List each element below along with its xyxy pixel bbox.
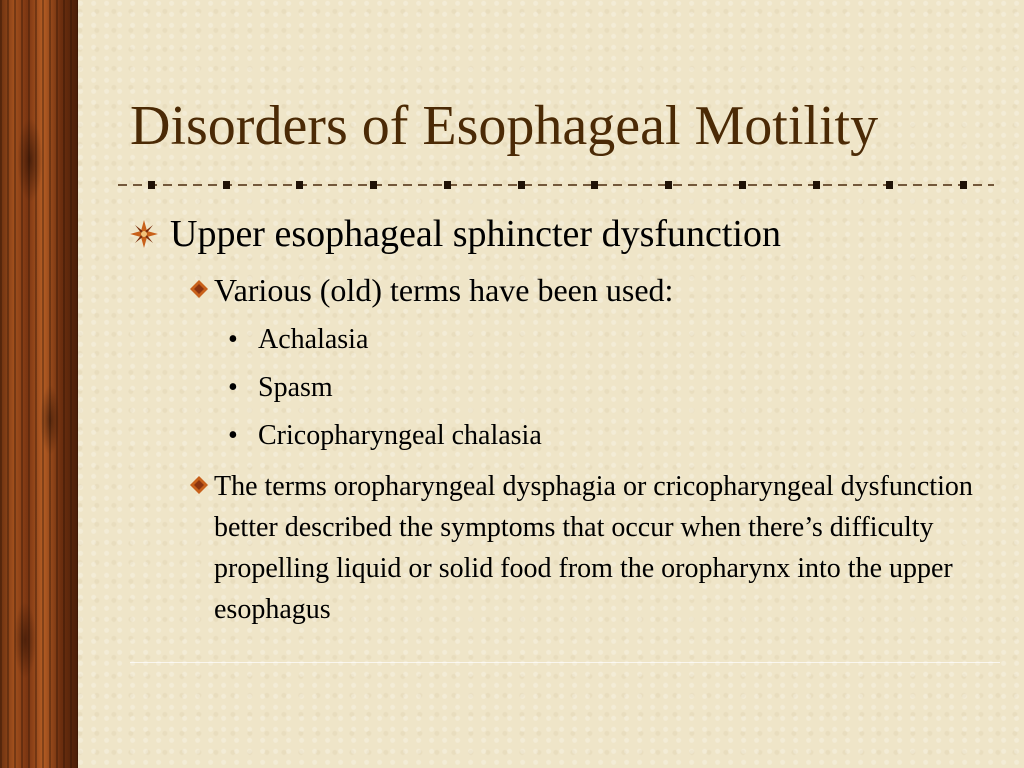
bullet-level2-second bbox=[190, 466, 1000, 630]
list-item: • Spasm bbox=[228, 372, 333, 403]
bullet-level2-first bbox=[190, 270, 1000, 310]
list-item-text: Spasm bbox=[258, 372, 333, 403]
bullet-level2-second-text: The terms oropharyngeal dysphagia or cricopharyngeal dysfunction better described the symptoms that occur when there’s difficulty propelling liquid or solid food from the oropharynx into the upper esophagus bbox=[214, 471, 973, 625]
sub-list bbox=[130, 316, 1000, 460]
slide-body bbox=[130, 210, 1000, 630]
title-divider bbox=[118, 176, 994, 194]
list-item: • Achalasia bbox=[228, 324, 369, 355]
bullet-level2-first-text: Various (old) terms have been used: bbox=[214, 272, 674, 308]
compass-star-icon bbox=[130, 220, 158, 248]
diamond-icon bbox=[190, 280, 208, 298]
bullet-level1 bbox=[130, 210, 1000, 258]
list-item-text: Achalasia bbox=[258, 324, 369, 355]
wood-border bbox=[0, 0, 78, 768]
bullet-level1-text: Upper esophageal sphincter dysfunction bbox=[170, 213, 781, 255]
bottom-divider bbox=[130, 662, 1000, 663]
slide-title: Disorders of Esophageal Motility bbox=[130, 95, 879, 157]
diamond-icon bbox=[190, 476, 208, 494]
list-item-text: Cricopharyngeal chalasia bbox=[258, 420, 542, 451]
list-item: • Cricopharyngeal chalasia bbox=[228, 420, 542, 451]
